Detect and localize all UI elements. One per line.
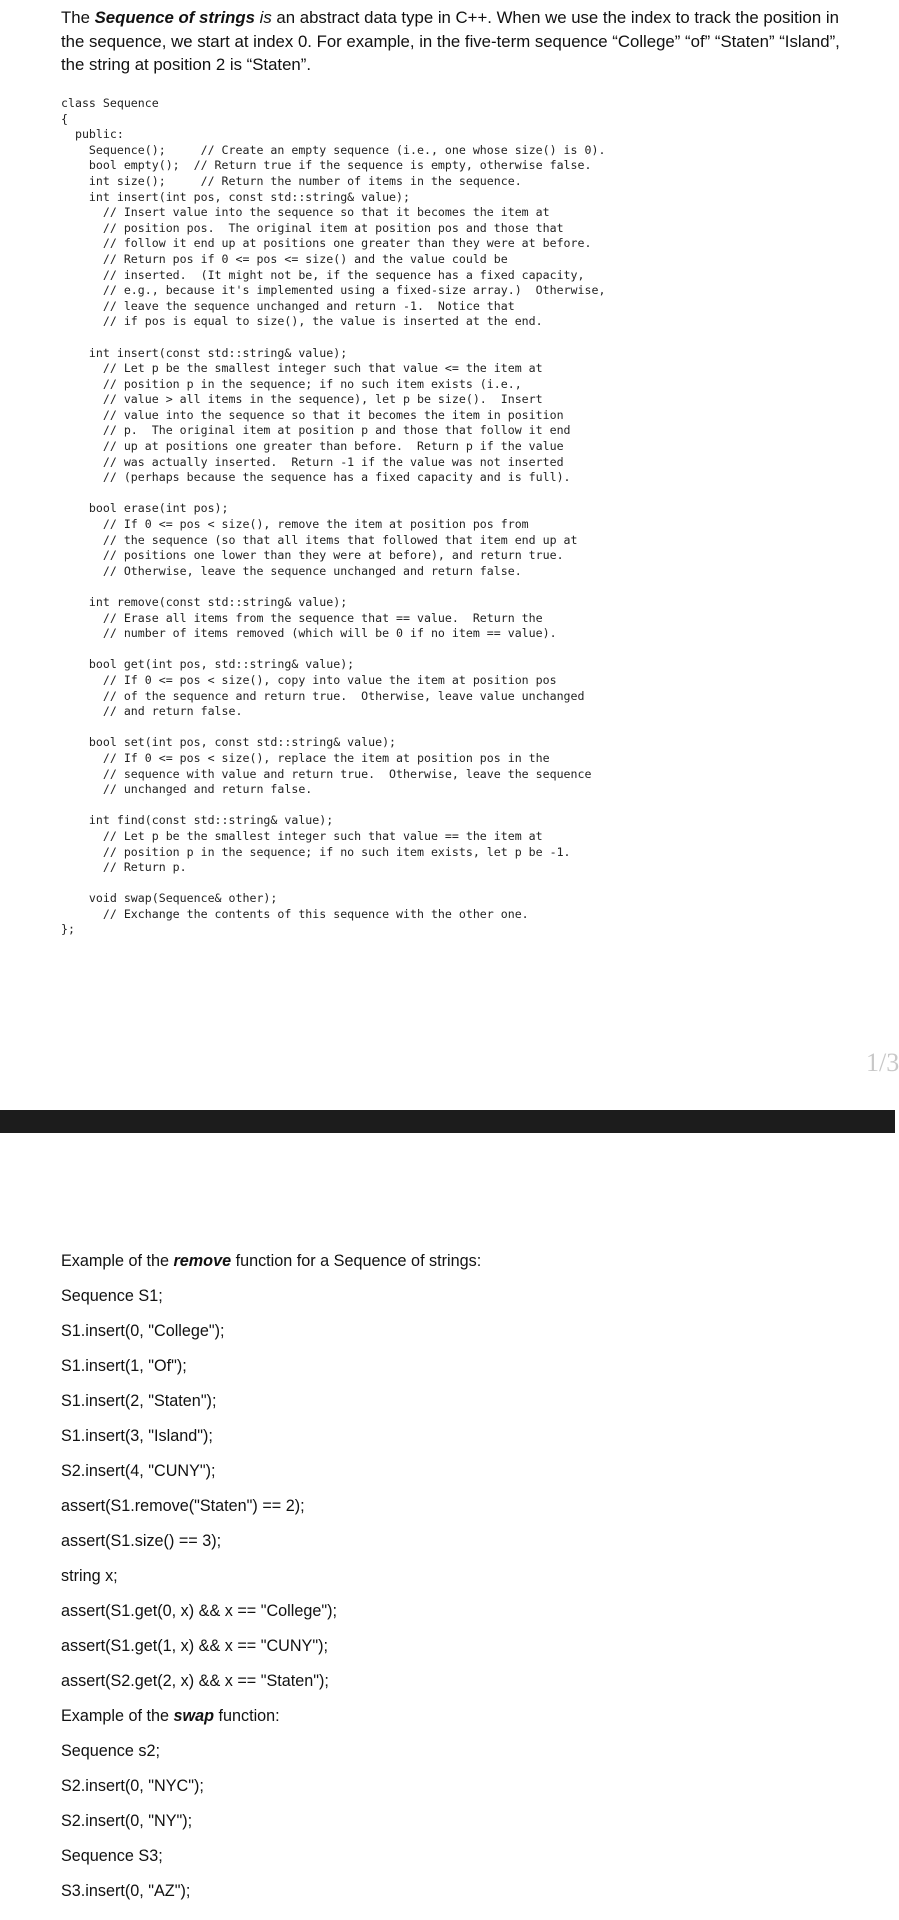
code-line: // Otherwise, leave the sequence unchanged and return false. xyxy=(61,563,522,578)
example-code-line: assert(S2.get(2, x) && x == "Staten"); xyxy=(61,1672,329,1690)
remove-heading-after: function for a Sequence of strings: xyxy=(231,1252,482,1270)
code-line: // If 0 <= pos < size(), copy into value the item at position pos xyxy=(61,672,557,687)
code-line: // Return pos if 0 <= pos <= size() and the value could be xyxy=(61,251,508,266)
code-line: // and return false. xyxy=(61,704,243,719)
code-line: // up at positions one greater than before. Return p if the value xyxy=(61,439,564,454)
code-line: // sequence with value and return true. Otherwise, leave the sequence xyxy=(61,766,592,781)
example-code-list xyxy=(61,1248,481,1913)
example-code-line: assert(S1.remove("Staten") == 2); xyxy=(61,1497,305,1515)
code-line: class Sequence xyxy=(61,96,159,110)
intro-emphasis: Sequence of strings xyxy=(94,8,255,27)
page-separator xyxy=(0,1110,895,1133)
code-line: // Exchange the contents of this sequence with the other one. xyxy=(61,906,529,921)
code-line: bool empty(); // Return true if the sequence is empty, otherwise false. xyxy=(61,158,592,173)
class-definition-code xyxy=(61,96,605,938)
code-line: // unchanged and return false. xyxy=(61,782,313,797)
document-page-2 xyxy=(0,1133,895,1920)
code-line: // position pos. The original item at position pos and those that xyxy=(61,220,564,235)
code-line: Sequence(); // Create an empty sequence (i.e., one whose size() is 0). xyxy=(61,142,606,157)
example-code-line: S2.insert(4, "CUNY"); xyxy=(61,1462,216,1480)
code-line: int remove(const std::string& value); xyxy=(61,595,348,609)
example-code-line: S3.insert(0, "AZ"); xyxy=(61,1882,191,1900)
example-code-line: Sequence S3; xyxy=(61,1847,163,1865)
example-code-line: S1.insert(1, "Of"); xyxy=(61,1357,187,1375)
code-line: // number of items removed (which will be 0 if no item == value). xyxy=(61,626,557,641)
example-code-line: S1.insert(3, "Island"); xyxy=(61,1427,213,1445)
swap-example-heading xyxy=(61,1703,481,1738)
code-line: // if pos is equal to size(), the value is inserted at the end. xyxy=(61,314,543,329)
code-line: { xyxy=(61,111,68,126)
remove-heading-before: Example of the xyxy=(61,1252,174,1270)
code-line: // If 0 <= pos < size(), replace the item at position pos in the xyxy=(61,750,550,765)
intro-emphasis-is: is xyxy=(254,8,272,27)
code-line: int insert(const std::string& value); xyxy=(61,345,348,360)
code-line: // position p in the sequence; if no such item exists, let p be -1. xyxy=(61,844,571,859)
code-line: // Let p be the smallest integer such that value <= the item at xyxy=(61,361,543,376)
code-line: // positions one lower than they were at before), and return true. xyxy=(61,548,564,563)
example-code-line: Sequence s2; xyxy=(61,1742,160,1760)
code-line: int find(const std::string& value); xyxy=(61,813,334,828)
code-line: }; xyxy=(61,922,75,937)
intro-text-start: The xyxy=(61,8,95,27)
remove-example-heading xyxy=(61,1248,481,1283)
code-line: // p. The original item at position p and those that follow it end xyxy=(61,423,571,438)
code-line: // (perhaps because the sequence has a fixed capacity and is full). xyxy=(61,470,571,485)
swap-heading-emphasis: swap xyxy=(173,1707,214,1725)
swap-heading-after: function: xyxy=(213,1707,280,1725)
code-line: // of the sequence and return true. Otherwise, leave value unchanged xyxy=(61,688,585,703)
code-line: // e.g., because it's implemented using a fixed-size array.) Otherwise, xyxy=(61,283,606,298)
page-number: 1/3 xyxy=(866,1048,899,1077)
remove-heading-emphasis: remove xyxy=(173,1252,232,1270)
code-line: // If 0 <= pos < size(), remove the item at position pos from xyxy=(61,517,529,532)
example-code-line: assert(S1.size() == 3); xyxy=(61,1532,222,1550)
code-line: // was actually inserted. Return -1 if the value was not inserted xyxy=(61,454,564,469)
code-line: bool erase(int pos); xyxy=(61,501,229,516)
code-line: void swap(Sequence& other); xyxy=(61,891,278,906)
code-line: // position p in the sequence; if no such item exists (i.e., xyxy=(61,376,522,391)
code-line: // value into the sequence so that it becomes the item in position xyxy=(61,407,564,422)
code-line: bool set(int pos, const std::string& value); xyxy=(61,735,397,750)
code-line: // Erase all items from the sequence that == value. Return the xyxy=(61,610,543,625)
code-line: // leave the sequence unchanged and return -1. Notice that xyxy=(61,298,515,313)
code-line: // Return p. xyxy=(61,860,187,875)
example-code-line: S1.insert(2, "Staten"); xyxy=(61,1392,217,1410)
code-line: bool get(int pos, std::string& value); xyxy=(61,657,355,672)
example-code-line: S1.insert(0, "College"); xyxy=(61,1322,225,1340)
example-code-line: assert(S1.get(0, x) && x == "College"); xyxy=(61,1602,338,1620)
code-line: int size(); // Return the number of items in the sequence. xyxy=(61,173,522,188)
swap-heading-before: Example of the xyxy=(61,1707,174,1725)
code-line: // inserted. (It might not be, if the sequence has a fixed capacity, xyxy=(61,267,585,282)
example-code-line: Sequence S1; xyxy=(61,1287,163,1305)
example-code-line: assert(S1.get(1, x) && x == "CUNY"); xyxy=(61,1637,328,1655)
code-line: public: xyxy=(61,127,124,142)
code-line: // follow it end up at positions one greater than they were at before. xyxy=(61,236,592,251)
example-code-line: S2.insert(0, "NY"); xyxy=(61,1812,193,1830)
intro-paragraph xyxy=(61,6,851,77)
code-line: int insert(int pos, const std::string& value); xyxy=(61,189,411,204)
code-line: // value > all items in the sequence), let p be size(). Insert xyxy=(61,392,543,407)
code-line: // the sequence (so that all items that followed that item end up at xyxy=(61,532,578,547)
intro-text-rest: an abstract data type in C++. When we use the index to track the position in the sequence, we start at index 0. For example, in the five-term sequence “College” “of” “Staten” “Island”, the string at position 2 is “Staten”. xyxy=(61,8,840,74)
code-line: // Insert value into the sequence so that it becomes the item at xyxy=(61,205,550,220)
example-code-line: S2.insert(0, "NYC"); xyxy=(61,1777,204,1795)
example-code-line: string x; xyxy=(61,1567,118,1585)
code-line: // Let p be the smallest integer such that value == the item at xyxy=(61,828,543,843)
